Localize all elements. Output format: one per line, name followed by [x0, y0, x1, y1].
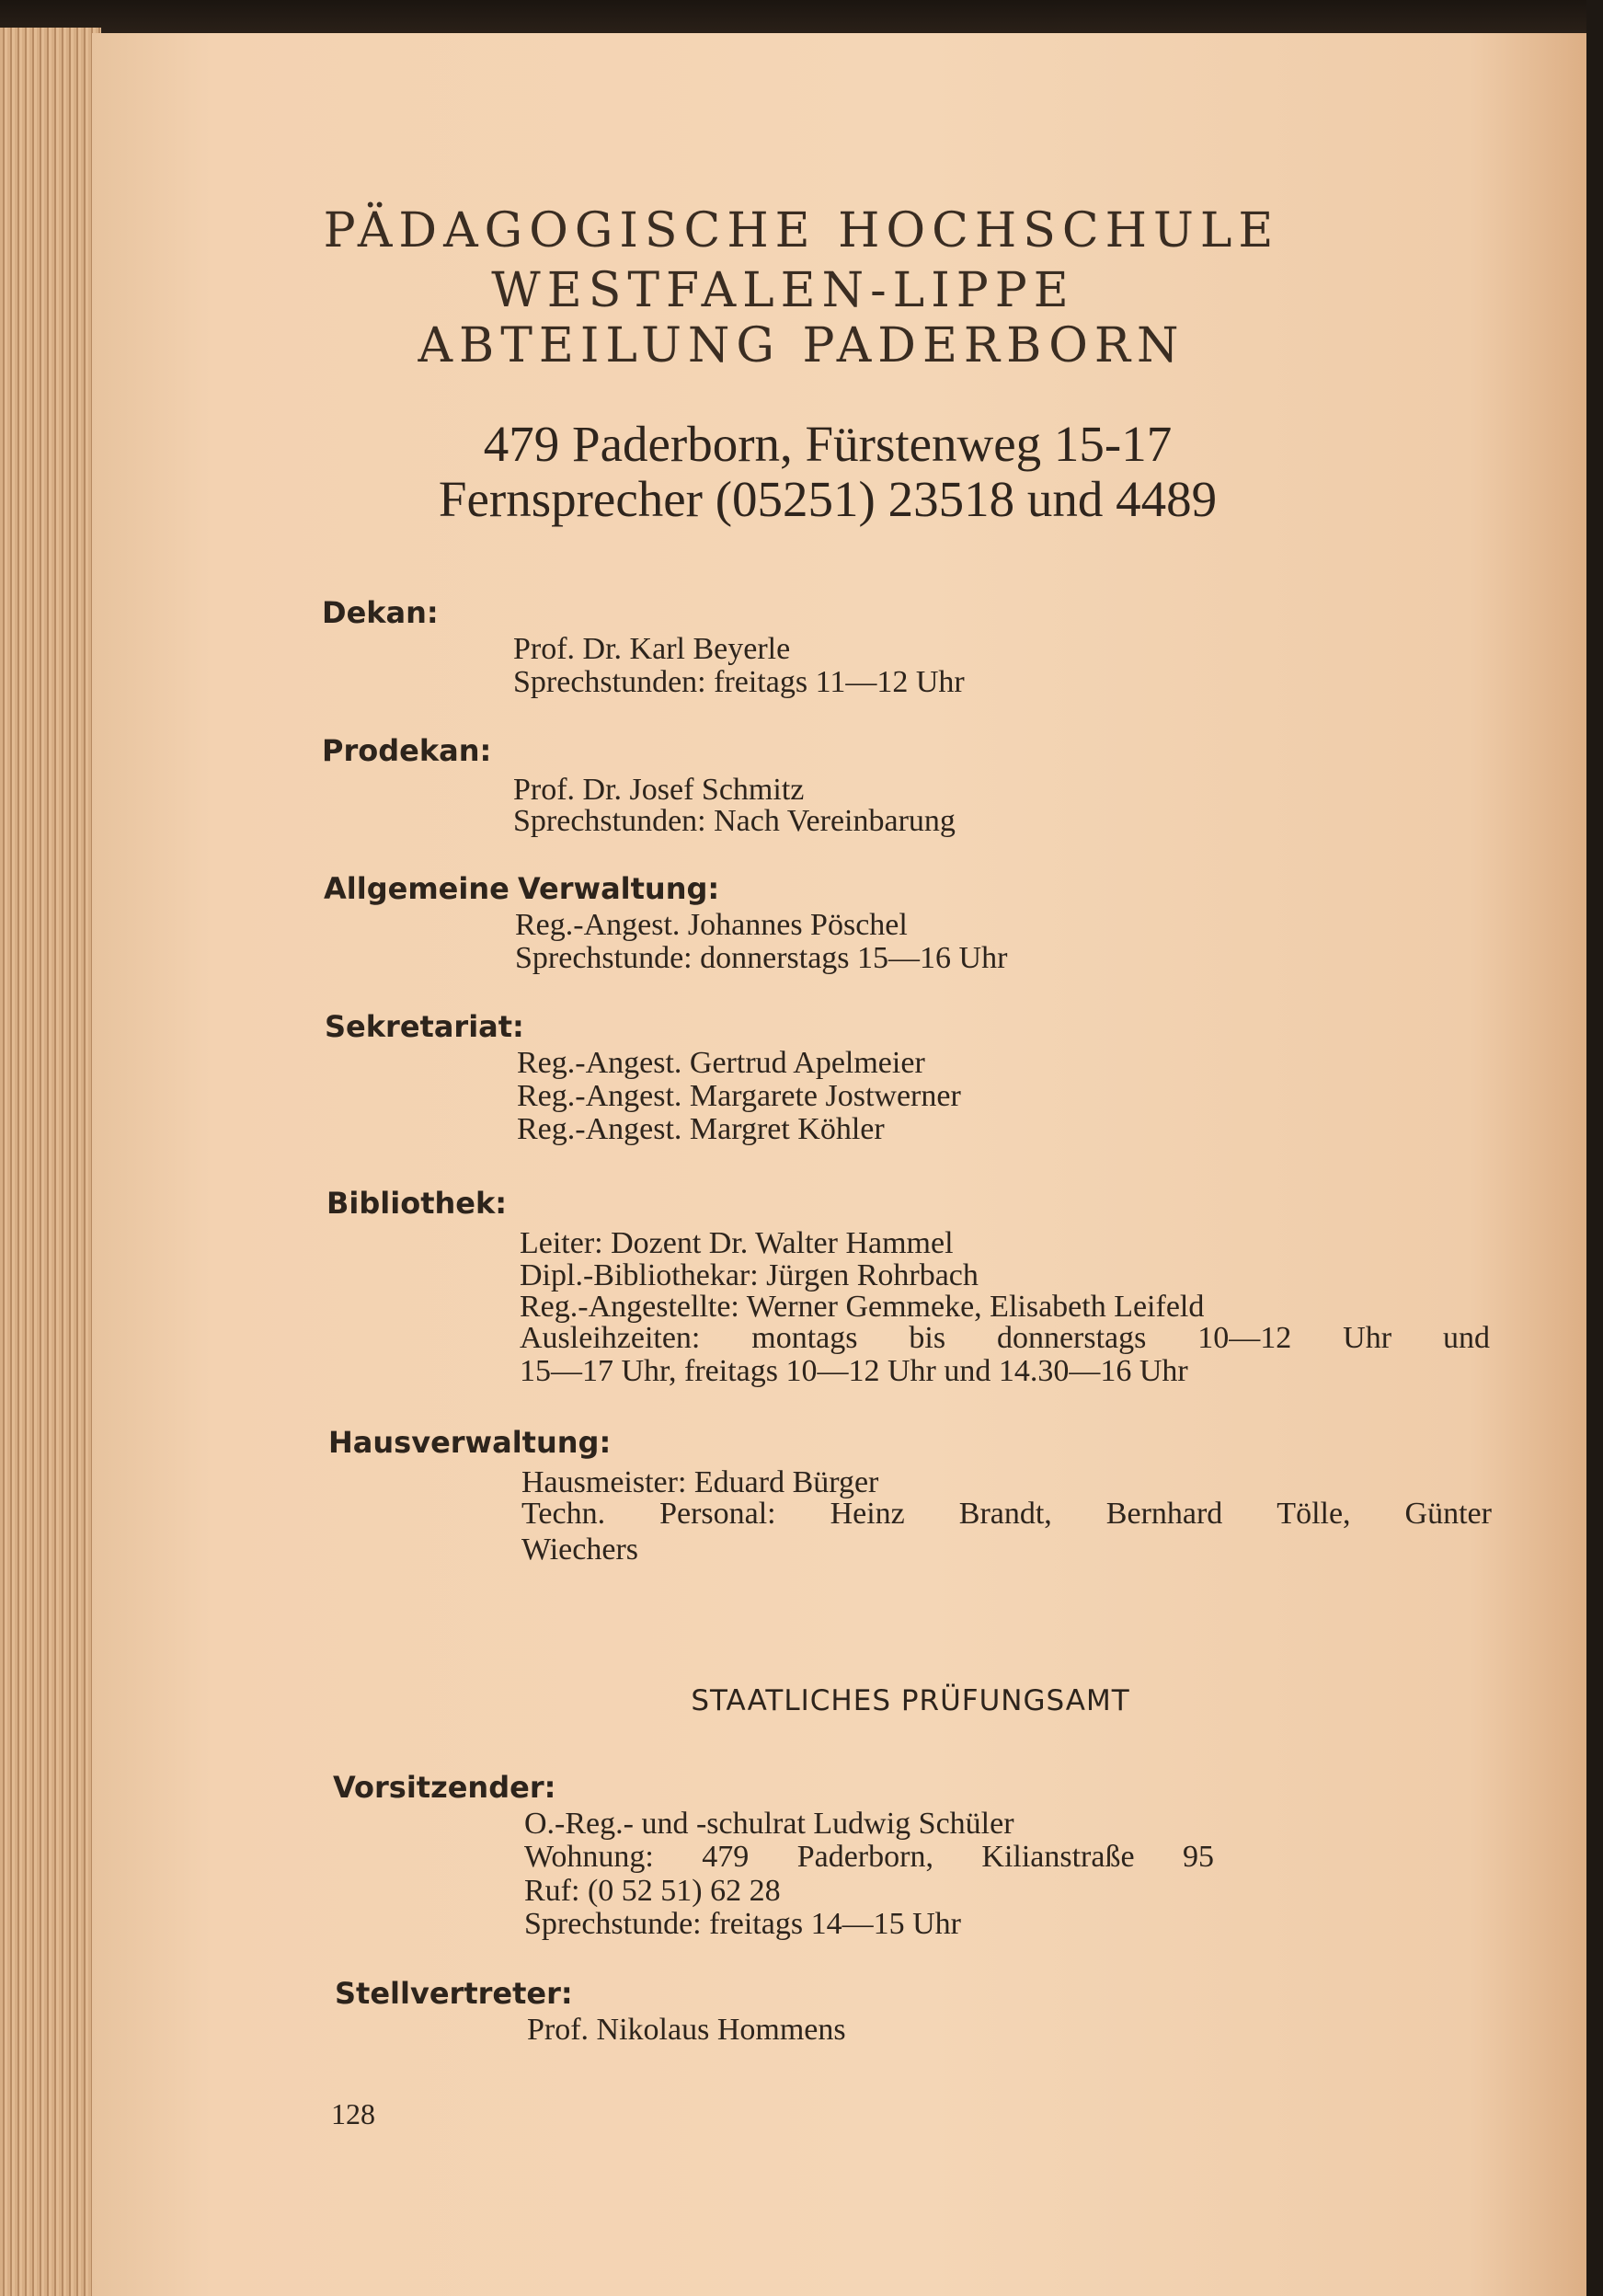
- prodekan-label: Prodekan:: [322, 733, 492, 768]
- vorsitzender-wohnung: [524, 1842, 1214, 1873]
- vorsitzender-name: O.-Reg.- und -schulrat Ludwig Schüler: [524, 1807, 1014, 1841]
- bibliothek-angestellte: Reg.-Angestellte: Werner Gemmeke, Elisabeth Leifeld: [520, 1290, 1205, 1324]
- hausmeister: Hausmeister: Eduard Bürger: [521, 1465, 879, 1499]
- personal-word: Heinz: [830, 1497, 905, 1531]
- institution-title-line-1: PÄDAGOGISCHE HOCHSCHULE: [323, 203, 1280, 258]
- hours-word: donnerstags: [996, 1321, 1147, 1355]
- institution-title-line-2: WESTFALEN-LIPPE: [491, 263, 1075, 318]
- bibliothek-label: Bibliothek:: [326, 1186, 508, 1221]
- sekretariat-label: Sekretariat:: [325, 1009, 524, 1044]
- vorsitzender-label: Vorsitzender:: [333, 1770, 556, 1805]
- hours-word: bis: [909, 1321, 946, 1355]
- personal-word: Techn.: [521, 1497, 606, 1531]
- wohnung-word: 95: [1183, 1840, 1214, 1874]
- personal-line-2: Wiechers: [521, 1533, 639, 1567]
- address-line: 479 Paderborn, Fürstenweg 15-17: [483, 416, 1173, 472]
- dekan-label: Dekan:: [322, 595, 439, 630]
- verwaltung-hours: Sprechstunde: donnerstags 15—16 Uhr: [515, 941, 1008, 975]
- wohnung-word: 479: [702, 1840, 750, 1874]
- verwaltung-label-part-2: Verwaltung:: [518, 871, 720, 906]
- hours-word: Uhr: [1343, 1321, 1392, 1355]
- dekan-hours: Sprechstunden: freitags 11—12 Uhr: [513, 665, 965, 699]
- bibliothek-leiter: Leiter: Dozent Dr. Walter Hammel: [520, 1226, 954, 1260]
- bibliothek-bibliothekar: Dipl.-Bibliothekar: Jürgen Rohrbach: [520, 1258, 979, 1292]
- wohnung-word: Paderborn,: [796, 1840, 933, 1874]
- personal-word: Brandt,: [958, 1497, 1052, 1531]
- scan-top-edge: [0, 0, 1603, 33]
- sekretariat-staff-3: Reg.-Angest. Margret Köhler: [517, 1112, 885, 1146]
- vorsitzender-ruf: Ruf: (0 52 51) 62 28: [524, 1874, 781, 1908]
- personal-word: Günter: [1404, 1497, 1492, 1531]
- pruefungsamt-title: STAATLICHES PRÜFUNGSAMT: [691, 1684, 1130, 1717]
- hours-word: montags: [751, 1321, 858, 1355]
- phone-line: Fernsprecher (05251) 23518 und 4489: [438, 471, 1218, 527]
- personal-word: Bernhard: [1105, 1497, 1223, 1531]
- page-number: 128: [331, 2097, 375, 2130]
- hours-word: und: [1442, 1321, 1490, 1355]
- sekretariat-staff-2: Reg.-Angest. Margarete Jostwerner: [517, 1079, 961, 1113]
- personal-word: Tölle,: [1277, 1497, 1351, 1531]
- vorsitzender-hours: Sprechstunde: freitags 14—15 Uhr: [524, 1907, 961, 1941]
- personal-line-1: [521, 1498, 1492, 1530]
- personal-word: Personal:: [659, 1497, 776, 1531]
- wohnung-word: Wohnung:: [524, 1840, 654, 1874]
- institution-title-line-3: ABTEILUNG PADERBORN: [418, 318, 1185, 373]
- verwaltung-name: Reg.-Angest. Johannes Pöschel: [515, 908, 908, 942]
- dekan-name: Prof. Dr. Karl Beyerle: [513, 632, 791, 666]
- verwaltung-label-part-1: Allgemeine: [324, 871, 510, 906]
- wohnung-word: Kilianstraße: [981, 1840, 1135, 1874]
- stellvertreter-name: Prof. Nikolaus Hommens: [527, 2013, 846, 2047]
- bibliothek-hours-line-2: 15—17 Uhr, freitags 10—12 Uhr und 14.30—16 Uhr: [520, 1354, 1188, 1388]
- sekretariat-staff-1: Reg.-Angest. Gertrud Apelmeier: [517, 1046, 925, 1080]
- hours-word: Ausleihzeiten:: [520, 1321, 701, 1355]
- hausverwaltung-label: Hausverwaltung:: [328, 1425, 612, 1460]
- prodekan-name: Prof. Dr. Josef Schmitz: [513, 773, 805, 807]
- bibliothek-hours-line-1: [520, 1323, 1490, 1354]
- hours-word: 10—12: [1197, 1321, 1292, 1355]
- stellvertreter-label: Stellvertreter:: [335, 1976, 573, 2011]
- prodekan-hours: Sprechstunden: Nach Vereinbarung: [513, 804, 956, 838]
